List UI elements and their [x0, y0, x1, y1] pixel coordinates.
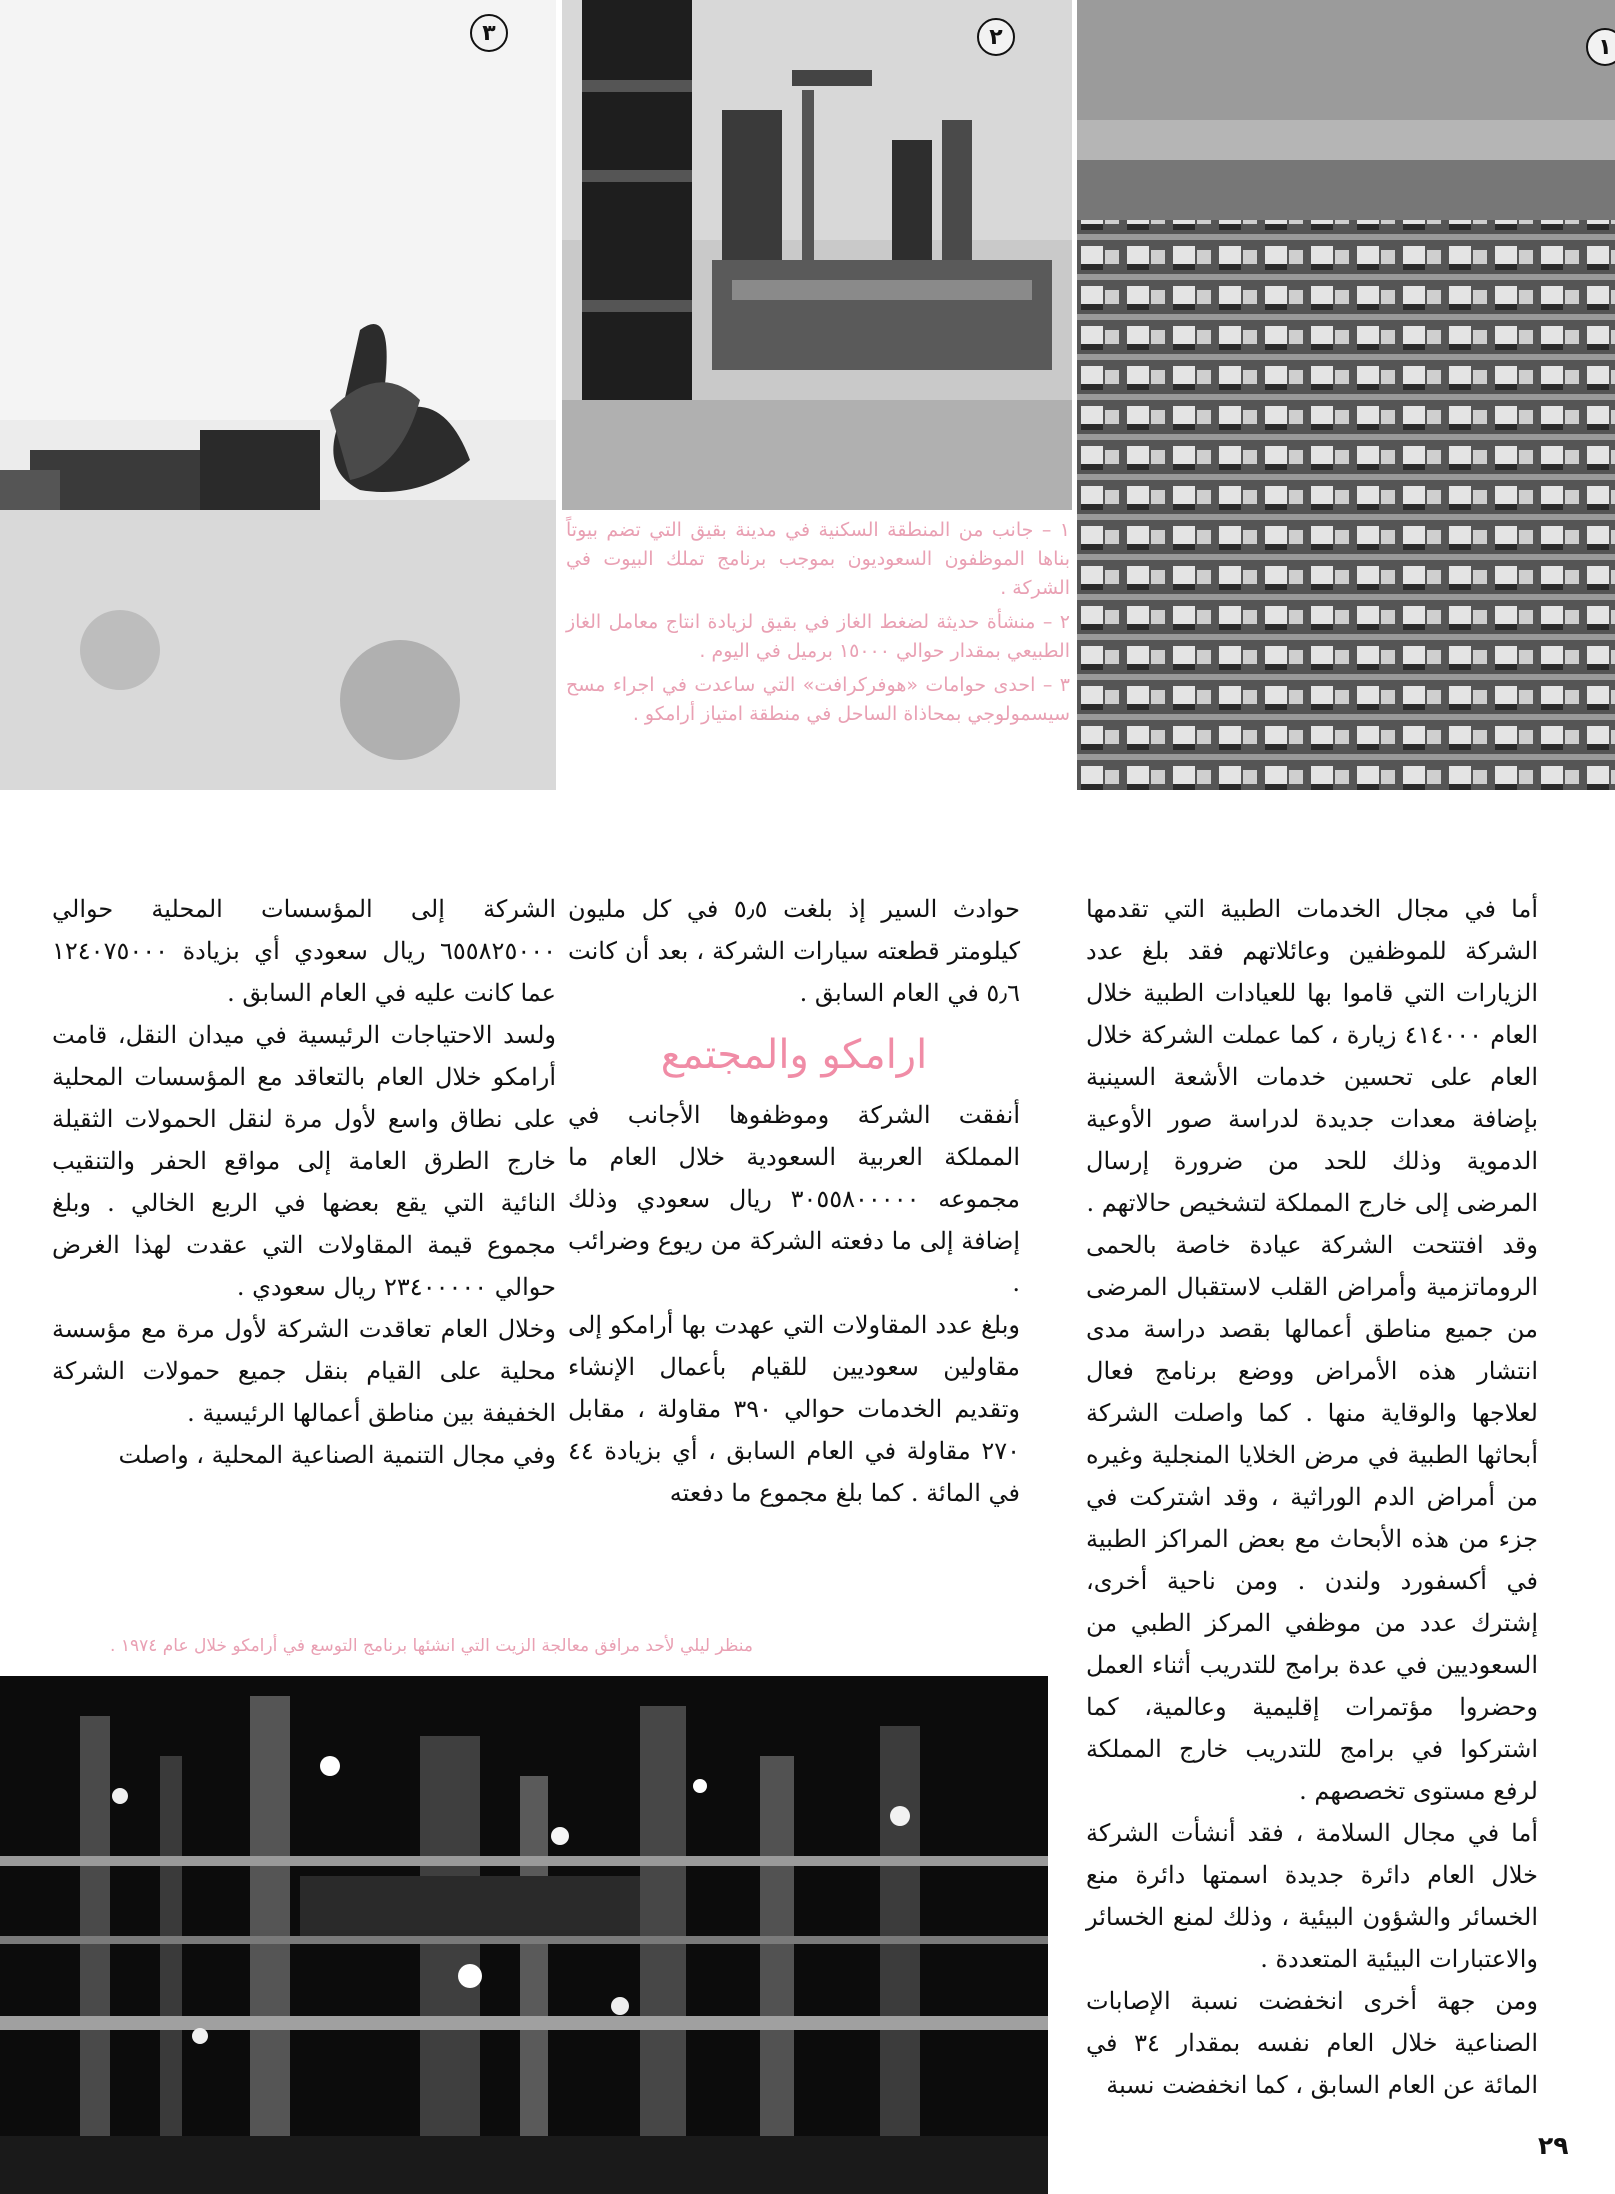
- caption-photo-1: ١ – جانب من المنطقة السكنية في مدينة بقيق التي تضم بيوتاً بناها الموظفون السعوديون بموجب برنامج تملك البيوت في الشركة .: [566, 519, 1070, 599]
- paragraph: وقد افتتحت الشركة عيادة خاصة بالحمى الروماتزمية وأمراض القلب لاستقبال المرضى من جميع مناطق أعمالها بقصد دراسة مدى انتشار هذه الأمراض ووضع برنامج فعال لعلاجها والوقاية منها . كما واصلت الشركة أبحاثها الطبية في مرض الخلايا المنجلية وغيره من أمراض الدم الوراثية ، وقد اشتركت في جزء من هذه الأبحاث مع بعض المراكز الطبية في أكسفورد ولندن . ومن ناحية أخرى، إشترك عدد من موظفي المركز الطبي من السعوديين في عدة برامج للتدريب أثناء العمل وحضروا مؤتمرات إقليمية وعالمية، كما اشتركوا في برامج للتدريب خارج المملكة لرفع مستوى تخصصهم .: [1086, 1231, 1538, 1805]
- section-heading: ارامكو والمجتمع: [660, 1032, 928, 1078]
- paragraph: أما في مجال السلامة ، فقد أنشأت الشركة خلال العام دائرة جديدة اسمتها دائرة منع الخسائر والشؤون البيئية ، وذلك لمنع الخسائر والاعتبارات البيئية المتعددة .: [1086, 1819, 1538, 1973]
- photo-number-badge: ٢: [977, 18, 1015, 56]
- photo-number-badge: ٣: [470, 14, 508, 52]
- caption-photo-3: ٣ – احدى حوامات «هوفركرافت» التي ساعدت في اجراء مسح سيسمولوجي بمحاذاة الساحل في منطقة امتياز أرامكو .: [566, 674, 1070, 725]
- caption-photo-2: ٢ – منشأة حديثة لضغط الغاز في بقيق لزيادة انتاج معامل الغاز الطبيعي بمقدار حوالي ١٥٠٠٠ برميل في اليوم .: [566, 611, 1070, 662]
- paragraph: ولسد الاحتياجات الرئيسية في ميدان النقل، قامت أرامكو خلال العام بالتعاقد مع المؤسسات المحلية على نطاق واسع لأول مرة لنقل الحمولات الثقيلة خارج الطرق العامة إلى مواقع الحفر والتنقيب النائية التي يقع بعضها في الربع الخالي . وبلغ مجموع قيمة المقاولات التي عقدت لهذا الغرض حوالي ٢٣٤٠٠٠٠٠ ريال سعودي .: [52, 1021, 556, 1301]
- photo-captions: [566, 516, 1070, 861]
- photo-number-badge: ١: [1586, 28, 1615, 66]
- paragraph: وخلال العام تعاقدت الشركة لأول مرة مع مؤسسة محلية على القيام بنقل جميع حمولات الشركة الخفيفة بين مناطق أعمالها الرئيسية .: [52, 1315, 556, 1427]
- paragraph: أما في مجال الخدمات الطبية التي تقدمها الشركة للموظفين وعائلاتهم فقد بلغ عدد الزيارات التي قاموا بها للعيادات الطبية خلال العام ٤١٤٠٠٠ زيارة ، كما عملت الشركة خلال العام على تحسين خدمات الأشعة السينية بإضافة معدات جديدة لدراسة صور الأوعية الدموية وذلك للحد من ضرورة إرسال المرضى إلى خارج المملكة لتشخيص حالاتهم .: [1086, 895, 1539, 1217]
- paragraph: وفي مجال التنمية الصناعية المحلية ، واصلت: [118, 1441, 556, 1469]
- bottom-photo-caption: منظر ليلي لأحد مرافق معالجة الزيت التي انشئها برنامج التوسع في أرامكو خلال عام ١٩٧٤ .: [110, 1636, 754, 1656]
- photo-night-facility: [0, 1676, 1048, 2194]
- photo-hovercraft-survey: [0, 0, 556, 790]
- photo-residential-area: [1077, 0, 1615, 790]
- text-column-middle: [568, 888, 1020, 1514]
- photo-gas-plant: [562, 0, 1072, 510]
- page-number: ٢٩: [1538, 2131, 1569, 2160]
- text-column-left: [52, 888, 556, 1476]
- paragraph: وبلغ عدد المقاولات التي عهدت بها أرامكو إلى مقاولين سعوديين للقيام بأعمال الإنشاء وتقديم الخدمات حوالي ٣٩٠ مقاولة ، مقابل ٢٧٠ مقاولة في العام السابق ، أي بزيادة ٤٤ في المائة . كما بلغ مجموع ما دفعته: [568, 1311, 1021, 1507]
- paragraph: ومن جهة أخرى انخفضت نسبة الإصابات الصناعية خلال العام نفسه بمقدار ٣٤ في المائة عن العام السابق ، كما انخفضت نسبة: [1086, 1987, 1538, 2099]
- paragraph: حوادث السير إذ بلغت ٥٫٥ في كل مليون كيلومتر قطعته سيارات الشركة ، بعد أن كانت ٥٫٦ في العام السابق .: [568, 895, 1021, 1007]
- paragraph: أنفقت الشركة وموظفوها الأجانب في المملكة العربية السعودية خلال العام ما مجموعه ٣٠٥٥٨٠٠٠٠٠ ريال سعودي وذلك إضافة إلى ما دفعته الشركة من ريوع وضرائب .: [568, 1101, 1021, 1297]
- paragraph: الشركة إلى المؤسسات المحلية حوالي ٦٥٥٨٢٥٠٠٠ ريال سعودي أي بزيادة ١٢٤٠٧٥٠٠٠ عما كانت عليه في العام السابق .: [52, 895, 556, 1007]
- text-column-right: [1086, 888, 1538, 2106]
